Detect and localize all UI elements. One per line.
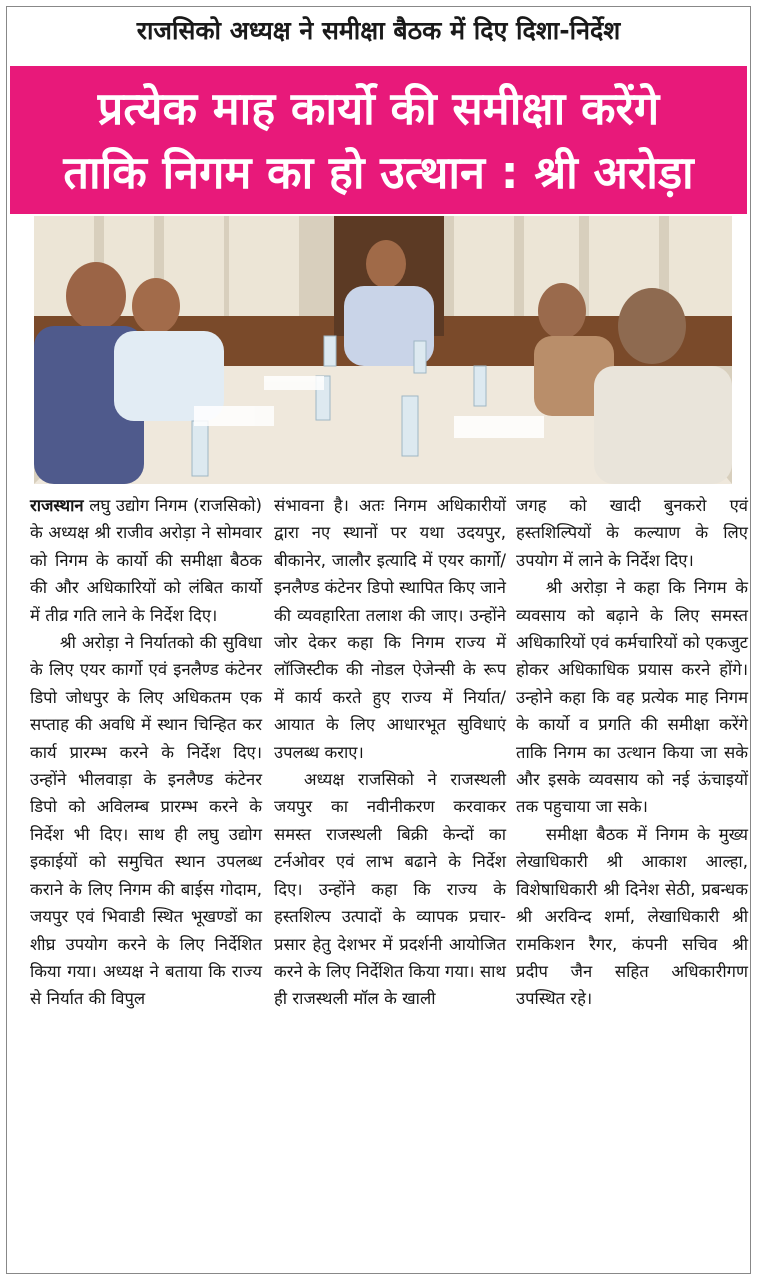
paragraph: श्री अरोड़ा ने कहा कि निगम के व्यवसाय को बढ़ाने के लिए समस्त अधिकारियों एवं कर्मचारियों को एकजुट होकर अधिकाधिक प्रयास करने होंगे। उन्होने कहा कि वह प्रत्येक माह निगम के कार्यो व प्रगति की समीक्षा करेंगे ताकि निगम का उत्थान किया जा सके और इसके व्यवसाय को नई ऊंचाइयों तक पहुचाया जा सके।	[516, 578, 748, 817]
meeting-photo	[34, 216, 732, 484]
article-column-3	[516, 492, 748, 1013]
paragraph: लघु उद्योग निगम (राजसिको) के अध्यक्ष श्री राजीव अरोड़ा ने सोमवार को निगम के कार्यो की समीक्षा बैठक की और अधिकारियों को लंबित कार्यो में तीव्र गति लाने के निर्देश दिए।	[30, 496, 262, 625]
paragraph: अध्यक्ष राजसिको ने राजस्थली जयपुर का नवीनीकरण करवाकर समस्त राजस्थली बिक्री केन्दों का टर्नओवर एवं लाभ बढाने के निर्देश दिए। उन्होंने कहा कि राज्य के हस्तशिल्प उत्पादों के व्यापक प्रचार-प्रसार हेतु देशभर में प्रदर्शनी आयोजित करने के लिए निर्देशित किया गया। साथ ही राजस्थली मॉल के खाली	[274, 770, 506, 1009]
paragraph: श्री अरोड़ा ने निर्यातको की सुविधा के लिए एयर कार्गो एवं इनलैण्ड कंटेनर डिपो जोधपुर के लिए अधिकतम एक सप्ताह की अवधि में स्थान चिन्हित कर कार्य प्रारम्भ करने के निर्देश दिए। उन्होंने भीलवाड़ा के इनलैण्ड कंटेनर डिपो को अविलम्ब प्रारम्भ करने के निर्देश भी दिए। साथ ही लघु उद्योग इकाईयों को समुचित स्थान उपलब्ध कराने के लिए निगम की बाईस गोदाम, जयपुर एवं भिवाडी स्थित भूखण्डों का शीघ्र उपयोग करने के लिए निर्देशित किया गया। अध्यक्ष ने बताया कि राज्य से निर्यात की विपुल	[30, 633, 262, 1009]
dateline: राजस्थान	[30, 496, 84, 515]
headline-line-1: प्रत्येक माह कार्यो की समीक्षा करेंगे	[97, 82, 660, 135]
headline-line-2: ताकि निगम का हो उत्थान : श्री अरोड़ा	[63, 146, 694, 199]
article-body	[10, 492, 747, 1252]
kicker-headline: राजसिको अध्यक्ष ने समीक्षा बैठक में दिए दिशा-निर्देश	[136, 16, 621, 45]
article-column-2	[274, 492, 506, 1013]
headline-banner	[10, 66, 747, 214]
paragraph: संभावना है। अतः निगम अधिकारीयों द्वारा नए स्थानों पर यथा उदयपुर, बीकानेर, जालौर इत्यादि में एयर कार्गो/इनलैण्ड कंटेनर डिपो स्थापित किए जाने की व्यवहारिता तलाश की जाए। उन्होंने जोर देकर कहा कि निगम राज्य में लॉजिस्टीक की नोडल ऐजेन्सी के रूप में कार्य करते हुए राज्य में निर्यात/आयात के लिए आधारभूत सुविधाएं उपलब्ध कराए।	[274, 496, 506, 762]
paragraph: समीक्षा बैठक में निगम के मुख्य लेखाधिकारी श्री आकाश आल्हा, विशेषाधिकारी श्री दिनेश सेठी, प्रबन्धक श्री अरविन्द शर्मा, लेखाधिकारी श्री रामकिशन रैगर, कंपनी सचिव श्री प्रदीप जैन सहित अधिकारीगण उपस्थित रहे।	[516, 824, 748, 1009]
article-column-1	[30, 492, 262, 1013]
paragraph: जगह को खादी बुनकरो एवं हस्तशिल्पियों के कल्याण के लिए उपयोग में लाने के निर्देश दिए।	[516, 496, 748, 570]
